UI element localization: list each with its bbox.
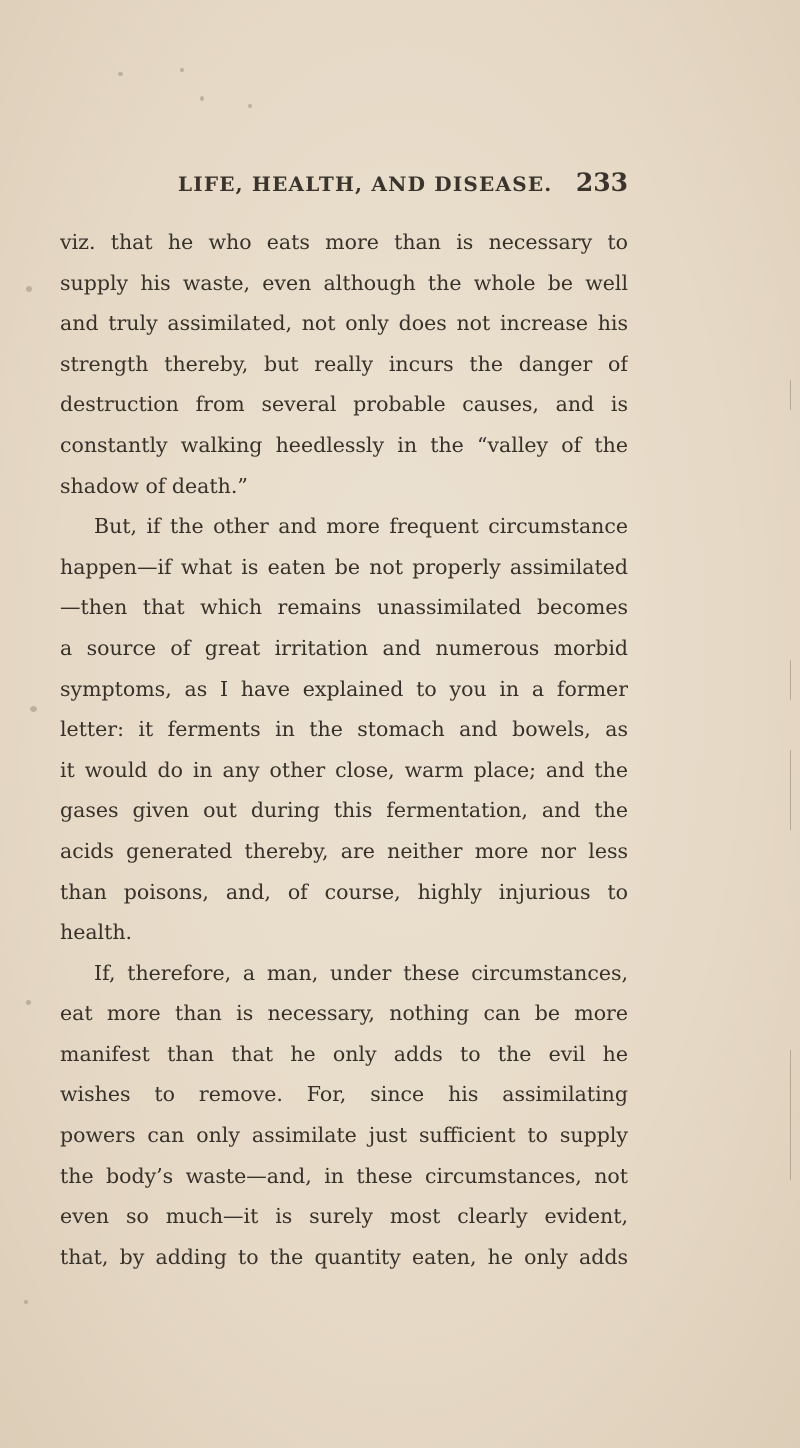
text-line: But, if the other and more frequent circumstance (94, 514, 628, 539)
page-edge-mark (790, 380, 791, 410)
paper-speck (26, 286, 32, 292)
paper-speck (26, 1000, 31, 1005)
text-line: strength thereby, but really incurs the danger of (60, 351, 628, 376)
page-edge-mark (790, 660, 791, 700)
text-line: symptoms, as I have explained to you in a former (60, 676, 628, 701)
text-line: than poisons, and, of course, highly injurious to (60, 879, 628, 904)
paper-speck (118, 72, 123, 76)
text-line: happen—if what is eaten be not properly assimilated (60, 554, 628, 579)
page-edge-mark (790, 1050, 791, 1180)
text-line: gases given out during this fermentation, and the (60, 798, 628, 823)
page-header (178, 168, 628, 208)
text-line: shadow of death.” (60, 473, 248, 498)
text-line: even so much—it is surely most clearly evident, (60, 1204, 628, 1229)
text-line: a source of great irritation and numerous morbid (60, 635, 628, 660)
text-line: If, therefore, a man, under these circumstances, (94, 960, 628, 985)
paper-speck (248, 104, 252, 108)
paper-speck (24, 1300, 28, 1304)
page-edge-mark (790, 750, 791, 830)
running-head: LIFE, HEALTH, AND DISEASE. (178, 172, 553, 196)
text-line: acids generated thereby, are neither more nor less (60, 838, 628, 863)
text-line: supply his waste, even although the whole be well (60, 270, 628, 295)
text-line: it would do in any other close, warm place; and the (60, 757, 628, 782)
text-line: viz. that he who eats more than is necessary to (60, 230, 628, 254)
text-line: the body’s waste—and, in these circumstances, not (60, 1163, 628, 1188)
text-line: health. (60, 920, 133, 945)
text-line: letter: it ferments in the stomach and bowels, as (60, 717, 628, 742)
paper-speck (180, 68, 184, 72)
paper-speck (200, 96, 204, 101)
text-line: constantly walking heedlessly in the “valley of the (60, 432, 628, 457)
paper-speck (30, 706, 37, 712)
text-line: powers can only assimilate just sufficient to supply (60, 1123, 628, 1148)
text-line: wishes to remove. For, since his assimilating (60, 1082, 628, 1107)
text-line: eat more than is necessary, nothing can be more (60, 1001, 628, 1026)
text-line: that, by adding to the quantity eaten, he only adds (60, 1244, 628, 1269)
text-line: and truly assimilated, not only does not increase his (60, 311, 628, 336)
body-text (60, 222, 628, 1277)
text-line: —then that which remains unassimilated becomes (60, 595, 628, 620)
text-line: destruction from several probable causes, and is (60, 392, 628, 417)
page-number: 233 (575, 168, 628, 197)
text-line: manifest than that he only adds to the evil he (60, 1041, 628, 1066)
